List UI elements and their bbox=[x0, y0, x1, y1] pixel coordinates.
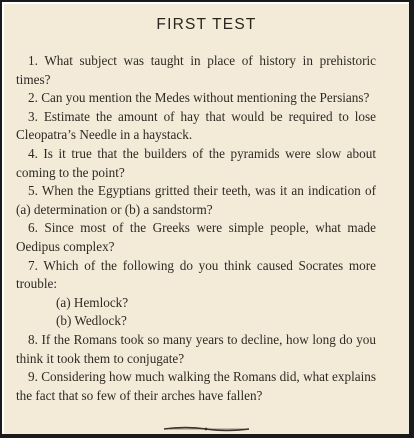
question-1: 1. What subject was taught in place of history in prehistoric times? bbox=[16, 53, 376, 87]
question-2: 2. Can you mention the Medes without mentioning the Persians? bbox=[28, 90, 370, 106]
question-8: 8. If the Romans took so many years to decline, how long do you think it took them to conjugate? bbox=[16, 331, 376, 366]
question-5: 5. When the Egyptians gritted their teeth, was it an indication of (a) determination or (b) a sandstorm? bbox=[16, 183, 376, 217]
question-7: 7. Which of the following do you think caused Socrates more trouble: bbox=[16, 257, 376, 292]
option-a: (a) Hemlock? bbox=[56, 294, 129, 310]
question-3: 3. Estimate the amount of hay that would be required to lose Cleopatra’s Needle in a haystack. bbox=[16, 108, 376, 143]
question-9: 9. Considering how much walking the Romans did, what explains the fact that so few of their arches have fallen? bbox=[16, 369, 376, 403]
question-6: 6. Since most of the Greeks were simple people, what made Oedipus complex? bbox=[16, 220, 376, 254]
question-4: 4. Is it true that the builders of the pyramids were slow about coming to the point? bbox=[16, 145, 376, 180]
option-b: (b) Wedlock? bbox=[56, 313, 127, 329]
question-list bbox=[16, 52, 376, 405]
book-page bbox=[4, 4, 409, 434]
ornament-rule bbox=[4, 424, 409, 434]
page-title: FIRST TEST bbox=[156, 16, 257, 33]
